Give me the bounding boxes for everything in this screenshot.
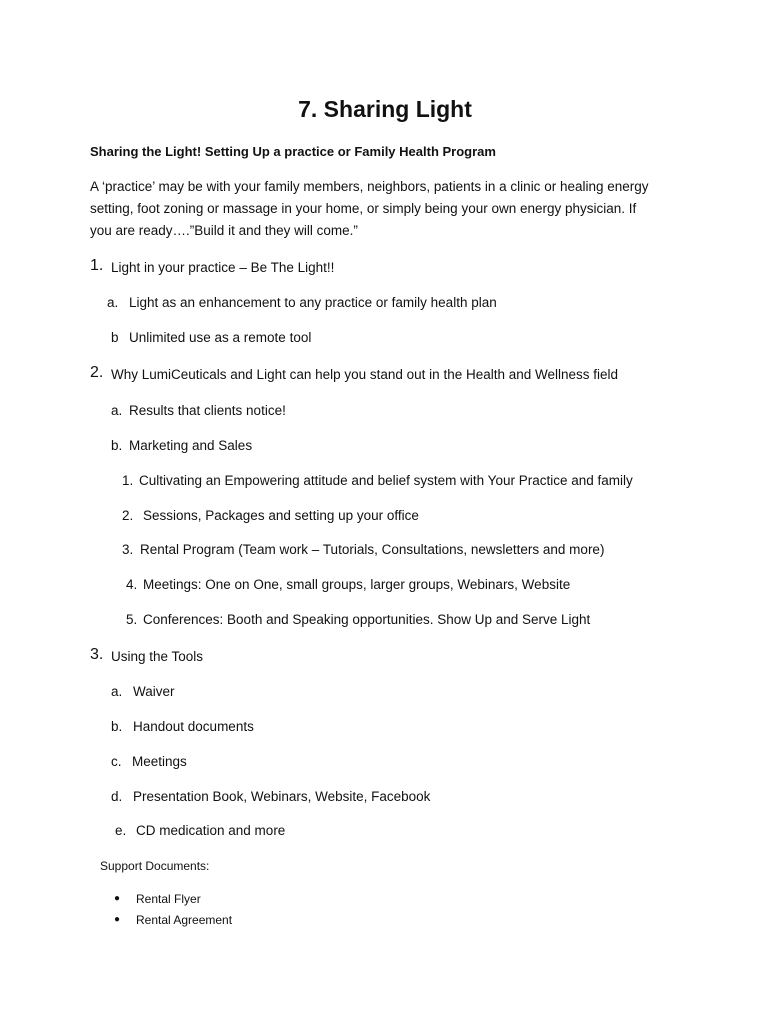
section-1-item-b-marker: b: [111, 330, 119, 345]
subitem-5: Conferences: Booth and Speaking opportunities. Show Up and Serve Light: [143, 612, 591, 627]
section-1-number: 1.: [90, 257, 104, 274]
support-heading: Support Documents:: [100, 859, 210, 873]
subitem-1-marker: 1.: [122, 473, 134, 488]
intro-line: you are ready….”Build it and they will come.”: [90, 223, 358, 238]
subtitle: Sharing the Light! Setting Up a practice or Family Health Program: [90, 144, 496, 159]
section-2-item-b-marker: b.: [111, 438, 123, 453]
section-3-item-a: Waiver: [133, 684, 175, 699]
bullet-icon: ●: [114, 893, 121, 904]
intro-line: setting, foot zoning or massage in your home, or simply being your own energy physician. If: [90, 201, 637, 216]
section-3-item-b-marker: b.: [111, 719, 123, 734]
subitem-3: Rental Program (Team work – Tutorials, Consultations, newsletters and more): [140, 542, 605, 557]
subitem-2: Sessions, Packages and setting up your office: [143, 508, 419, 523]
section-2-item-b: Marketing and Sales: [129, 438, 253, 453]
support-item: Rental Agreement: [136, 913, 233, 927]
section-3-heading: Using the Tools: [111, 649, 204, 664]
section-3-item-c: Meetings: [132, 754, 187, 769]
section-3-item-d-marker: d.: [111, 789, 123, 804]
support-item: Rental Flyer: [136, 892, 201, 906]
section-3-item-c-marker: c.: [111, 754, 122, 769]
section-3-item-d: Presentation Book, Webinars, Website, Facebook: [133, 789, 431, 804]
bullet-icon: ●: [114, 914, 121, 925]
section-3-item-e-marker: e.: [115, 823, 127, 838]
section-2-heading: Why LumiCeuticals and Light can help you stand out in the Health and Wellness field: [111, 367, 619, 382]
section-2-item-a-marker: a.: [111, 403, 123, 418]
section-1-item-a: Light as an enhancement to any practice or family health plan: [129, 295, 497, 310]
section-1-item-a-marker: a.: [107, 295, 119, 310]
section-1-heading: Light in your practice – Be The Light!!: [111, 260, 335, 275]
page-title: 7. Sharing Light: [298, 96, 472, 122]
section-2-number: 2.: [90, 364, 104, 381]
intro-line: A ‘practice’ may be with your family members, neighbors, patients in a clinic or healing energy: [90, 179, 649, 194]
section-3-item-b: Handout documents: [133, 719, 254, 734]
subitem-4-marker: 4.: [126, 577, 138, 592]
intro-paragraph: [90, 176, 680, 242]
section-3-number: 3.: [90, 646, 104, 663]
subitem-3-marker: 3.: [122, 542, 134, 557]
subitem-2-marker: 2.: [122, 508, 134, 523]
section-2-item-a: Results that clients notice!: [129, 403, 286, 418]
subitem-4: Meetings: One on One, small groups, larger groups, Webinars, Website: [143, 577, 571, 592]
section-3-item-e: CD medication and more: [136, 823, 286, 838]
section-1-item-b: Unlimited use as a remote tool: [129, 330, 312, 345]
subitem-5-marker: 5.: [126, 612, 138, 627]
section-3-item-a-marker: a.: [111, 684, 123, 699]
subitem-1: Cultivating an Empowering attitude and belief system with Your Practice and family: [139, 473, 633, 488]
